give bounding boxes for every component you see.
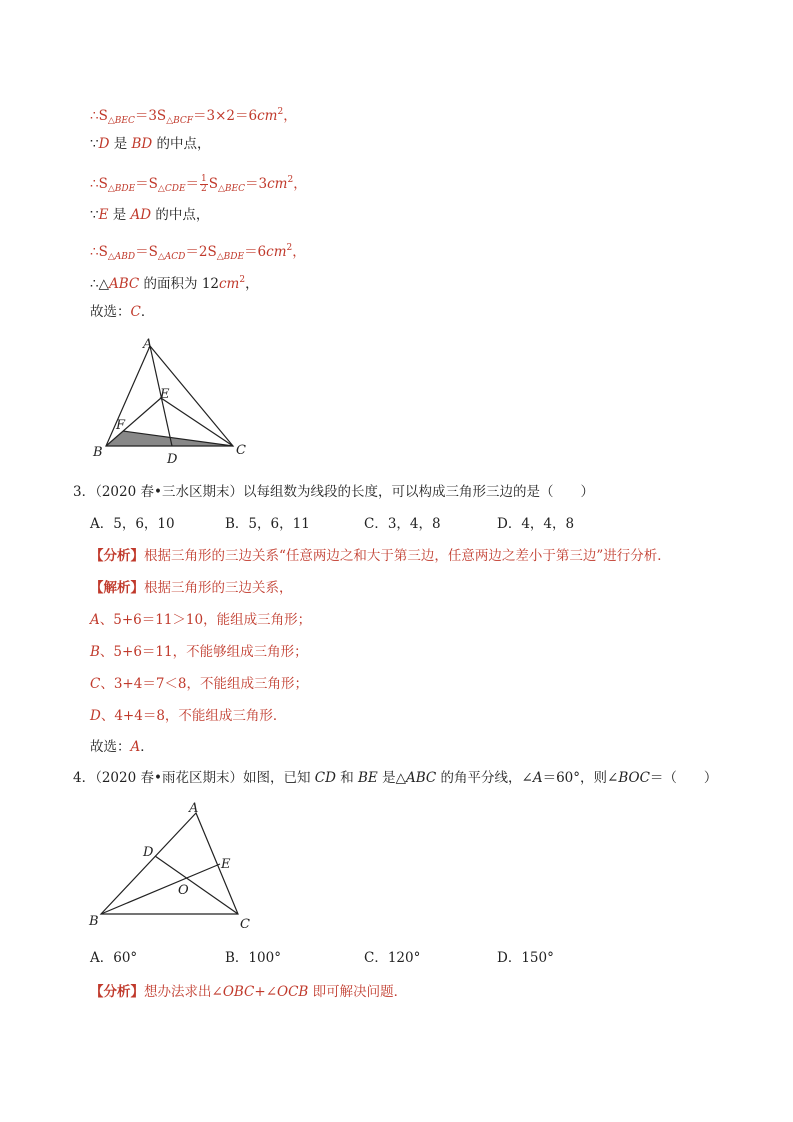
question-4-stem: 4．（2020 春•雨花区期末）如图，已知 CD 和 BE 是△ABC 的角平分线，∠A＝60°，则∠BOC＝（ ） (73, 770, 718, 786)
q3-option-a: A．5，6，10 (90, 516, 175, 532)
solution-line-1: $\therefore S_{\triangle BEC}=3S_{\triangle BCF}=3\times 2=6cm^2$， (90, 107, 297, 126)
q4-analysis: 【分析】想办法求出∠OBC+∠OCB 即可解决问题． (90, 984, 408, 1000)
solution-line-6: ∴△ABC 的面积为 $12cm^2$， (90, 275, 259, 292)
q3-solution: 【解析】根据三角形的三边关系， (90, 580, 293, 596)
q3-option-b: B．5，6，11 (225, 516, 310, 532)
label-d: D (167, 452, 178, 465)
label-b: B (93, 445, 103, 460)
question-3-stem: 3．（2020 春•三水区期末）以每组数为线段的长度，可以构成三角形三边的是（ ） (73, 484, 594, 500)
label-c: C (240, 917, 250, 932)
triangle-figure-2 (85, 798, 260, 933)
solution-line-4: ∵E 是 AD 的中点， (90, 207, 210, 223)
q3-solution-a: A、5+6＝11＞10，能组成三角形； (90, 612, 312, 628)
q4-option-a: A．60° (90, 950, 138, 966)
solution-line-2: ∵D 是 BD 的中点， (90, 136, 211, 152)
q3-option-c: C．3，4，8 (364, 516, 441, 532)
label-e: E (160, 387, 170, 402)
label-o: O (178, 883, 189, 898)
q3-option-d: D．4，4，8 (497, 516, 575, 532)
fraction-one-half: $\frac{1}{2}$ (201, 174, 207, 194)
q3-solution-b: B、5+6＝11，不能够组成三角形； (90, 644, 308, 660)
solution-line-7: 故选：C． (90, 304, 155, 320)
q3-analysis: 【分析】根据三角形的三边关系“任意两边之和大于第三边，任意两边之差小于第三边”进行分析． (90, 548, 671, 564)
q4-option-d: D．150° (497, 950, 554, 966)
solution-line-5: $\therefore S_{\triangle ABD}=S_{\triangle ACD}=2S_{\triangle BDE}=6cm^2$， (90, 243, 306, 262)
label-d: D (143, 845, 154, 860)
triangle-abc (101, 813, 238, 914)
q3-solution-c: C、3+4＝7＜8，不能组成三角形； (90, 676, 309, 692)
q4-option-b: B．100° (225, 950, 281, 966)
q3-answer: 故选：A． (90, 739, 154, 755)
label-a: A (143, 337, 153, 352)
label-f: F (116, 418, 126, 433)
label-b: B (89, 914, 99, 929)
q3-solution-d: D、4+4＝8，不能组成三角形． (90, 708, 287, 724)
label-e: E (221, 857, 231, 872)
solution-line-3: $\therefore S_{\triangle BDE}=S_{\triangle CDE}=$ $\frac{1}{2}$ $S_{\triangle BEC}=3cm^2$， (90, 174, 307, 194)
label-c: C (236, 443, 246, 458)
triangle-figure-1 (85, 335, 260, 465)
label-a: A (189, 801, 199, 816)
q4-option-c: C．120° (364, 950, 421, 966)
